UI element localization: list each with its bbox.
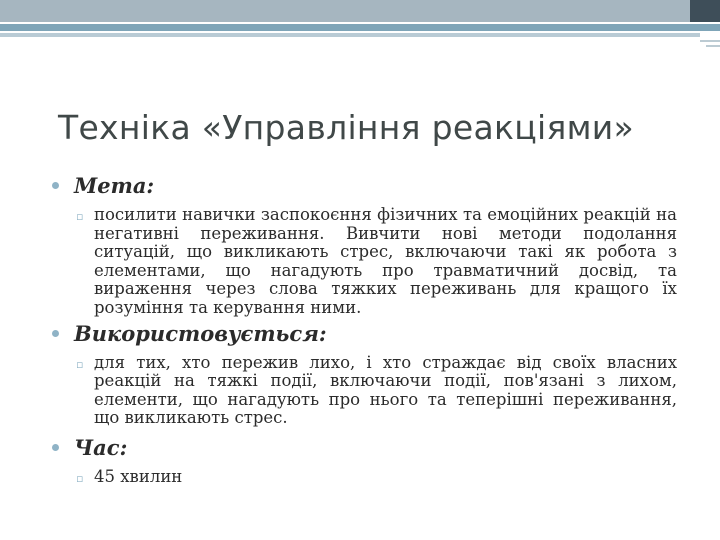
bullet-dot-icon — [52, 182, 59, 189]
bullet-heading: Час: — [74, 434, 128, 460]
top-bar-dark-block — [690, 0, 720, 22]
sub-bullet-usage — [52, 354, 677, 428]
hollow-square-bullet-icon: ▫ — [76, 210, 84, 223]
sub-bullet-text: 45 хвилин — [94, 466, 183, 486]
bullet-heading: Мета: — [74, 173, 155, 198]
bullet-heading: Використовується: — [74, 320, 327, 346]
bullet-dot-icon — [52, 444, 59, 451]
sub-bullet-time — [52, 468, 677, 487]
hollow-square-bullet-icon: ▫ — [76, 357, 84, 371]
bullet-usage — [52, 320, 677, 348]
sub-bullet-text: для тих, хто пережив лихо, і хто страждає від своїх власних реакцій на тяжкі події, включаючи події, пов'язані з лихом, елементи, що нагадують про нього та теперішні переживання, що викликають стрес. — [94, 352, 677, 428]
top-bar — [0, 0, 720, 22]
sub-bullet-text: посилити навички заспокоєння фізичних та емоційних реакцій на негативні переживання. Вивчити нові методи подолання ситуацій, що викликають стрес, включаючи такі як робота з елементами, що нагадують про травматичний досвід, та вираження через слова тяжких переживань для кращого їх розуміння та керування ними. — [94, 205, 677, 317]
bullet-dot-icon — [52, 330, 59, 337]
hollow-square-bullet-icon: ▫ — [76, 471, 84, 485]
header-line-right-2 — [706, 45, 720, 47]
slide-title: Техніка «Управління реакціями» — [58, 108, 635, 147]
header-stripe-thin — [0, 33, 700, 37]
bullet-goal — [52, 172, 677, 200]
bullet-time — [52, 434, 677, 462]
top-bar-accent — [0, 0, 690, 22]
header-line-right — [700, 40, 720, 42]
slide-content — [52, 172, 677, 487]
sub-bullet-goal — [52, 206, 677, 318]
header-stripe — [0, 24, 720, 31]
